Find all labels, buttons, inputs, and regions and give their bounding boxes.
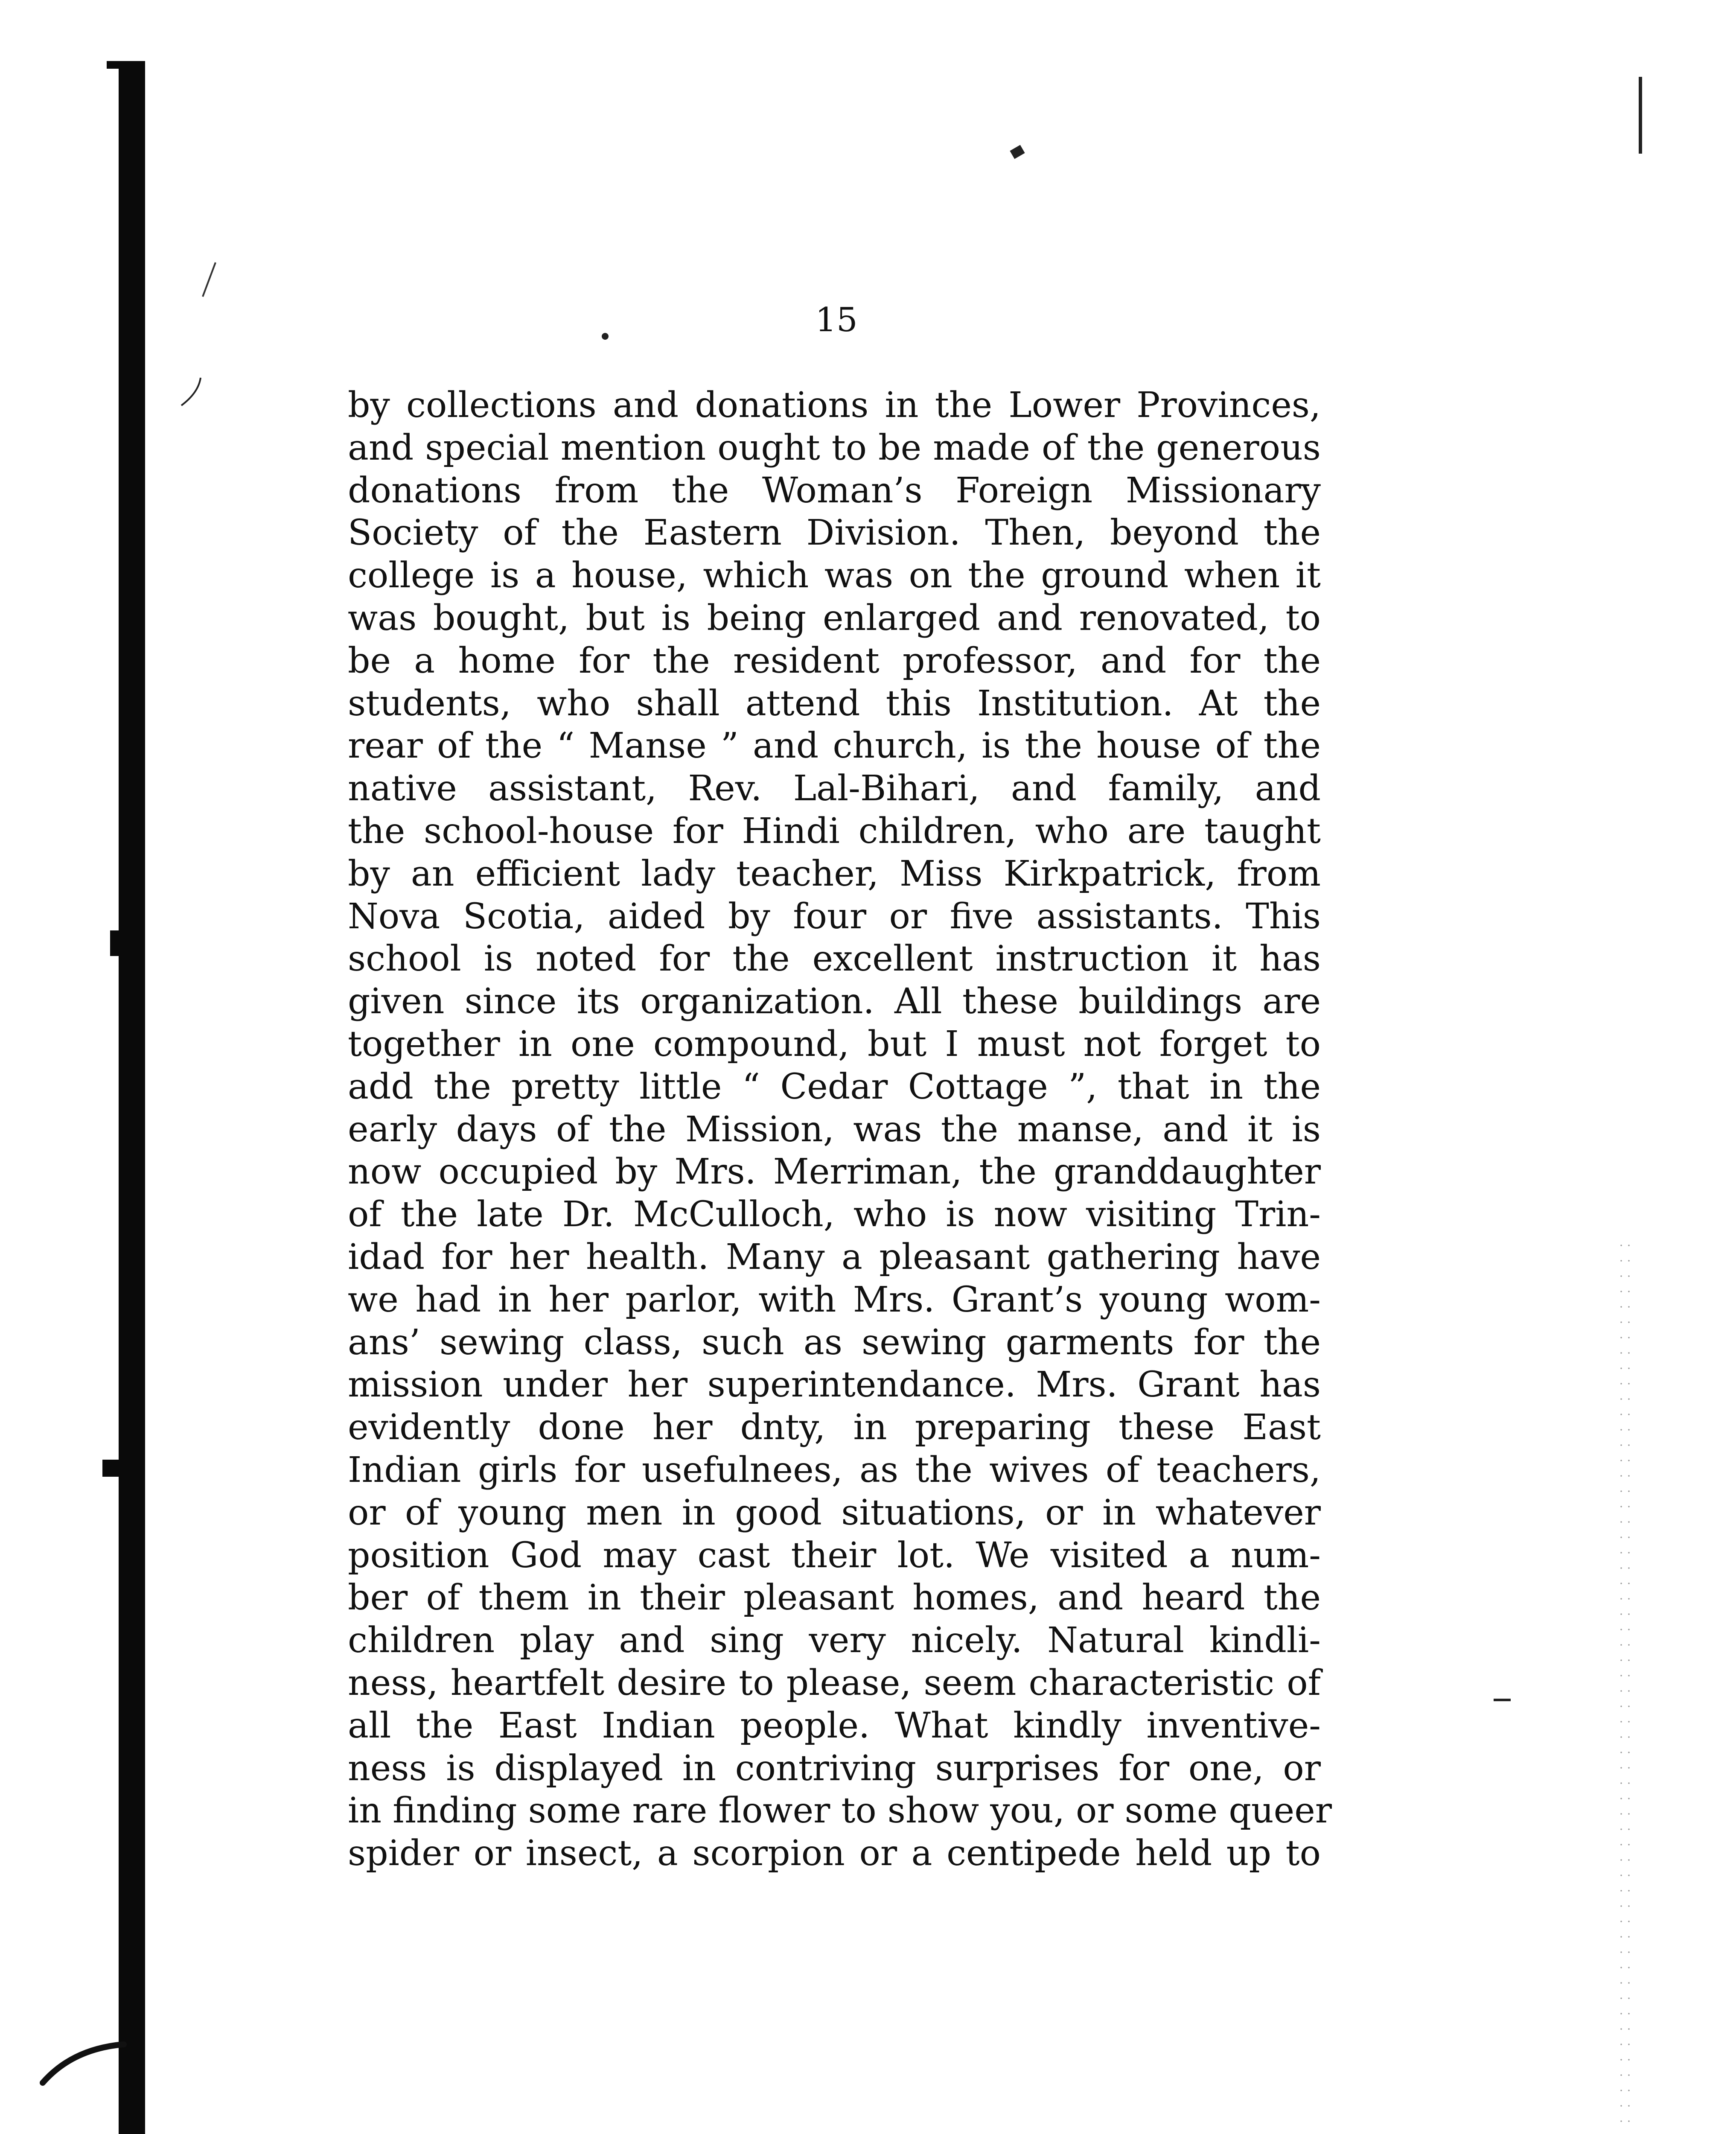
text-line: now occupied by Mrs. Merriman, the granddaughter	[348, 1152, 1321, 1192]
binding-curve-mark	[34, 2032, 128, 2091]
text-line: by collections and donations in the Lower Provinces,	[348, 385, 1321, 426]
text-line: school is noted for the excellent instruction it has	[348, 939, 1321, 980]
text-line: students, who shall attend this Institution. At the	[348, 683, 1321, 724]
body-text	[348, 384, 1332, 1875]
text-line: of the late Dr. McCulloch, who is now visiting Trin-	[348, 1194, 1321, 1235]
text-line: ber of them in their pleasant homes, and heard the	[348, 1577, 1321, 1618]
text-line: evidently done her dnty, in preparing these East	[348, 1407, 1321, 1448]
text-line: and special mention ought to be made of the generous	[348, 427, 1321, 468]
text-line: college is a house, which was on the ground when it	[348, 555, 1321, 596]
text-line: Indian girls for usefulnees, as the wives of teachers,	[348, 1449, 1321, 1490]
ink-speck	[1010, 145, 1025, 159]
text-line: idad for her health. Many a pleasant gathering have	[348, 1236, 1321, 1277]
text-line: ans’ sewing class, such as sewing garments for the	[348, 1322, 1321, 1363]
text-line: add the pretty little “ Cedar Cottage ”, that in the	[348, 1066, 1321, 1107]
text-line: children play and sing very nicely. Natural kindli-	[348, 1620, 1321, 1661]
binding-edge	[119, 64, 145, 2134]
text-line: we had in her parlor, with Mrs. Grant’s young wom-	[348, 1279, 1321, 1320]
scan-edge-mark	[1639, 77, 1642, 154]
text-line: be a home for the resident professor, and for the	[348, 640, 1321, 681]
text-line: or of young men in good situations, or in whatever	[348, 1492, 1321, 1533]
text-line: given since its organization. All these buildings are	[348, 981, 1321, 1022]
text-line: all the East Indian people. What kindly inventive-	[348, 1705, 1321, 1746]
text-line: early days of the Mission, was the manse, and it is	[348, 1109, 1321, 1150]
binding-mark	[110, 930, 123, 956]
text-line: ness is displayed in contriving surprises for one, or	[348, 1748, 1321, 1789]
margin-slash-mark	[201, 260, 218, 299]
text-line: ness, heartfelt desire to please, seem characteristic of	[348, 1662, 1321, 1703]
page-number: 15	[815, 301, 858, 339]
binding-mark	[102, 1460, 122, 1477]
text-line: in finding some rare flower to show you, or some queer	[348, 1790, 1332, 1831]
text-line: native assistant, Rev. Lal-Bihari, and family, and	[348, 768, 1321, 809]
text-line: was bought, but is being enlarged and renovated, to	[348, 598, 1321, 638]
text-line: Society of the Eastern Division. Then, beyond the	[348, 513, 1321, 554]
text-line: the school-house for Hindi children, who are taught	[348, 810, 1321, 851]
text-line: mission under her superintendance. Mrs. Grant has	[348, 1364, 1321, 1405]
margin-curve-mark	[179, 376, 205, 410]
text-line: donations from the Woman’s Foreign Missionary	[348, 470, 1321, 511]
text-line: rear of the “ Manse ” and church, is the house of the	[348, 726, 1321, 767]
text-line: position God may cast their lot. We visited a num-	[348, 1535, 1321, 1576]
text-line: spider or insect, a scorpion or a centipede held up to	[348, 1833, 1321, 1874]
text-line: Nova Scotia, aided by four or five assistants. This	[348, 896, 1321, 937]
binding-mark	[107, 61, 145, 69]
ink-speck	[602, 333, 609, 340]
text-line: together in one compound, but I must not forget to	[348, 1023, 1321, 1064]
ink-speck	[1494, 1699, 1511, 1701]
scan-speckle	[1617, 1238, 1634, 2134]
text-line: by an efficient lady teacher, Miss Kirkpatrick, from	[348, 853, 1321, 894]
